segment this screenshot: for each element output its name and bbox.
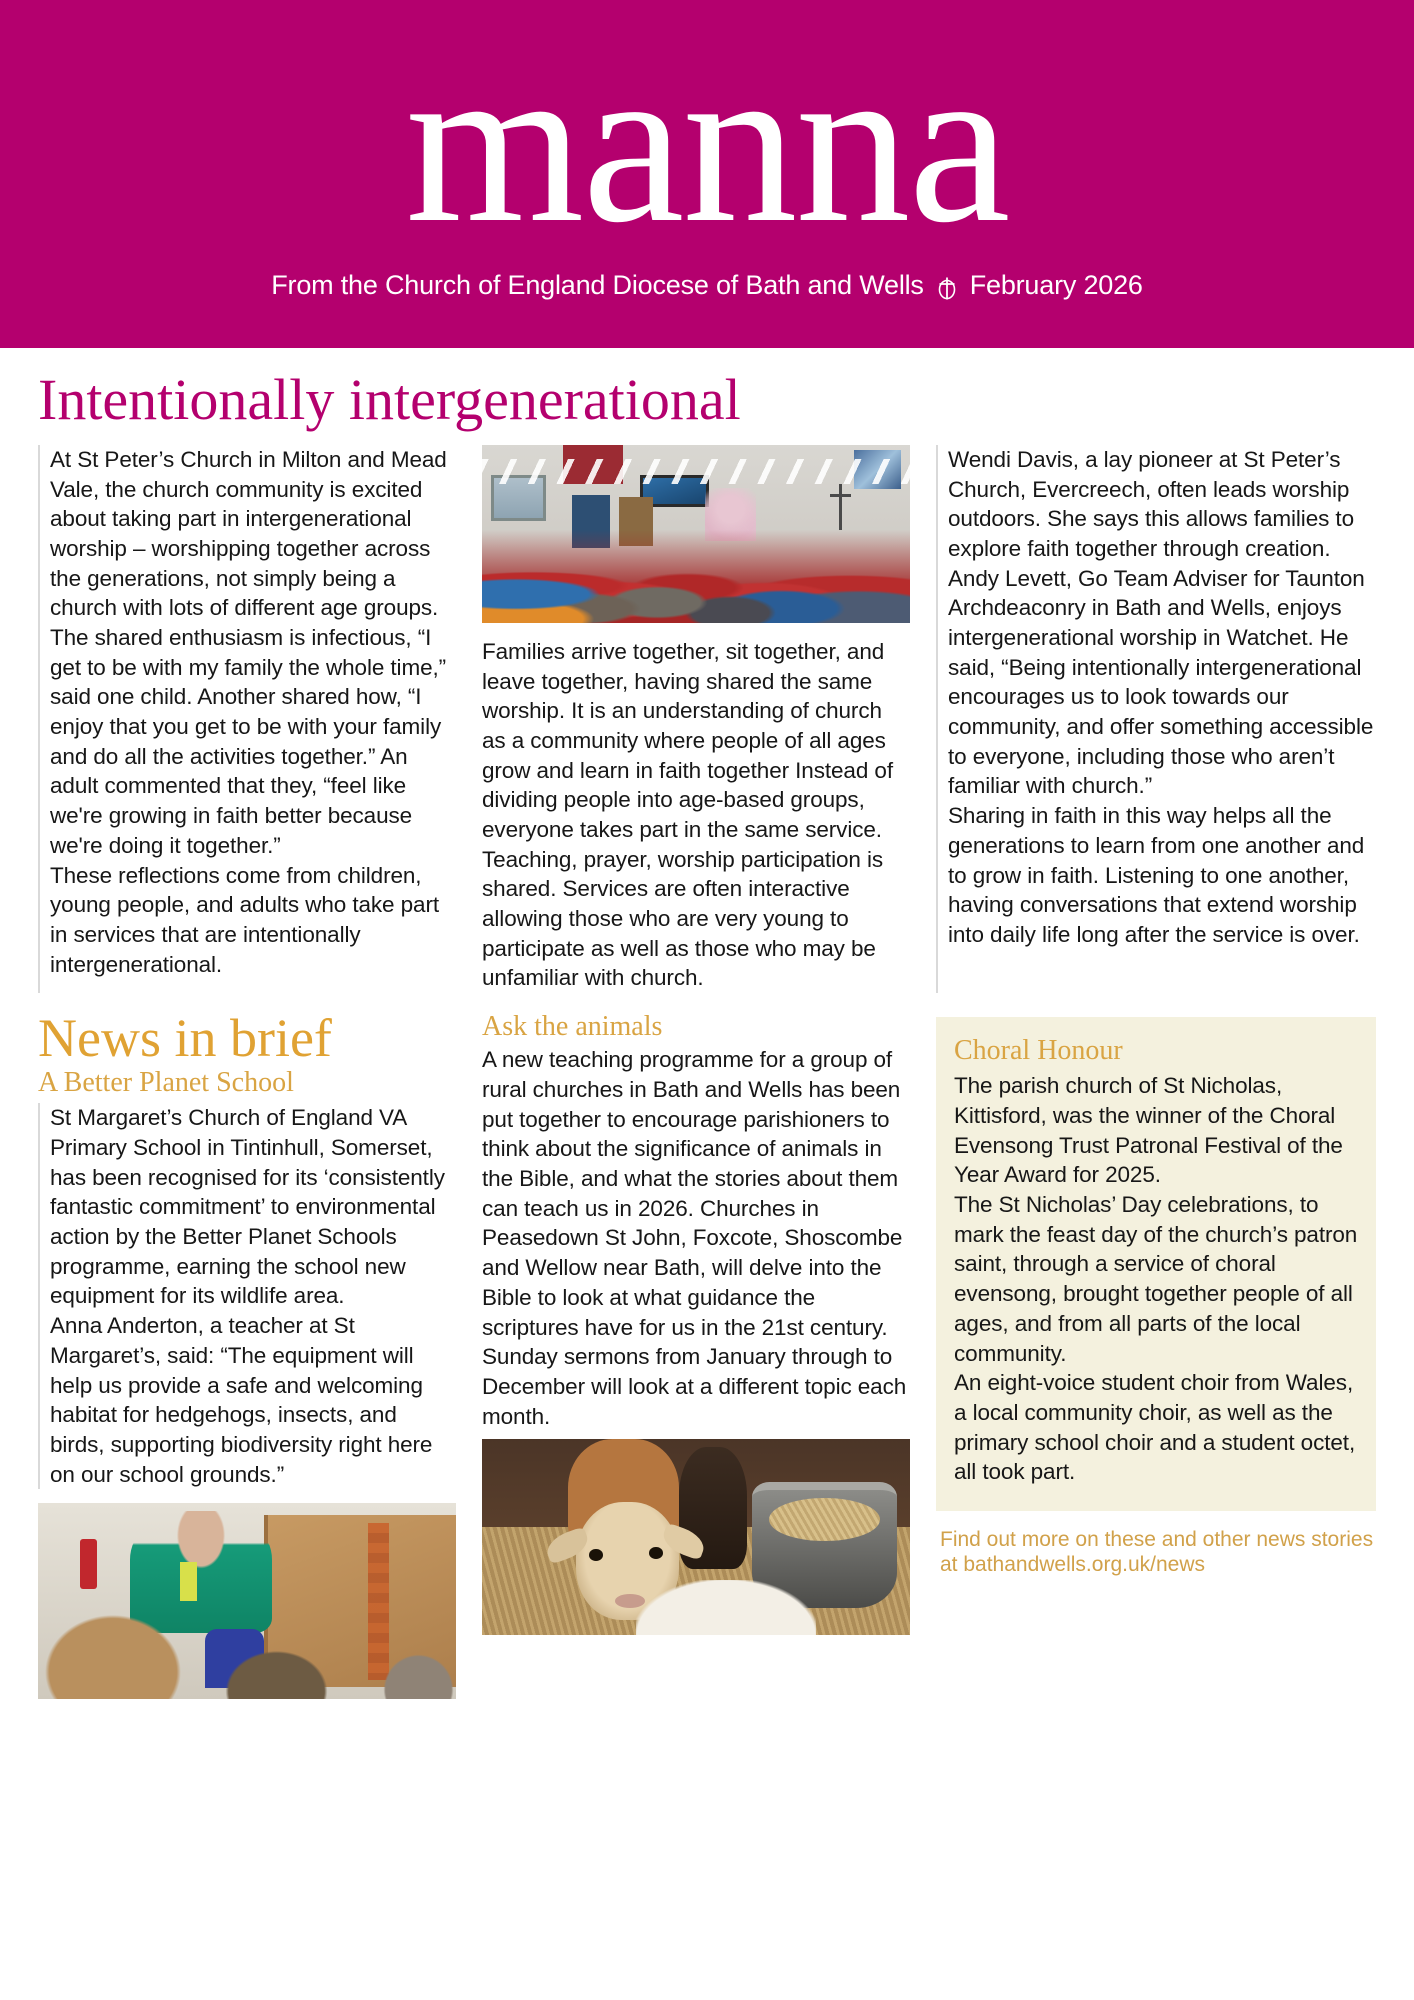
lead-column-3-text: Wendi Davis, a lay pioneer at St Peter’s Church, Evercreech, often leads worship outdoors. She says this allows families to explore faith together through creation. Andy Levett, Go Team Adviser for Taunton Archdeaconry in Bath and Wells, enjoys intergenerational worship in Watchet. He said, “Being intentionally intergenerational encourages us to look towards our community, and offer something accessible to everyone, including those who aren’t familiar with church.” Sharing in faith in this way helps all the generations to learn from one another and to grow in faith. Listening to one another, having conversations that extend worship into daily life long after the service is over. — [948, 446, 1374, 947]
masthead — [0, 0, 1414, 348]
lead-column-3 — [936, 445, 1376, 993]
news-in-brief-heading: News in brief — [38, 1008, 332, 1069]
news-brief-body-3: The parish church of St Nicholas, Kittisford, was the winner of the Choral Evensong Trust Patronal Festival of the Year Award for 2025. The St Nicholas’ Day celebrations, to mark the feast day of the church’s patron saint, through a service of choral evensong, brought together people of all ages, and from all parts of the local community. An eight-voice student choir from Wales, a local community choir, as well as the primary school choir and a student octet, all took part. — [954, 1073, 1358, 1485]
sheep-barn-photo — [482, 1439, 910, 1635]
page-title: Intentionally intergenerational — [38, 367, 741, 432]
lead-column-1 — [38, 445, 456, 993]
masthead-tagline — [0, 270, 1414, 301]
lead-column-2 — [482, 445, 910, 993]
news-in-brief-columns — [38, 1008, 1376, 1699]
publication-title: manna — [405, 15, 1009, 270]
news-brief-title-1: A Better Planet School — [38, 1067, 294, 1099]
news-brief-title-3: Choral Honour — [954, 1035, 1123, 1067]
page-content — [0, 367, 1414, 1699]
news-in-brief-section — [38, 1008, 1376, 1699]
news-brief-title-2: Ask the animals — [482, 1011, 663, 1043]
news-brief-body-wrap-1 — [38, 1103, 456, 1489]
circled-cross-icon — [934, 275, 960, 301]
lead-column-2-text: Families arrive together, sit together, and leave together, having shared the same worship. It is an understanding of church as a community where people of all ages grow and learn in faith together Instead of dividing people into age-based groups, everyone takes part in the same service. Teaching, prayer, worship participation is shared. Services are often interactive allowing those who are very young to participate as well as those who may be unfamiliar with church. — [482, 638, 893, 991]
church-congregation-photo — [482, 445, 910, 623]
lead-story-columns — [38, 445, 1376, 993]
school-children-boxes-photo — [38, 1503, 456, 1699]
lead-column-1-text: At St Peter’s Church in Milton and Mead Vale, the church community is excited about taking part in intergenerational worship – worshipping together across the generations, not simply being a church with lots of different age groups. The shared enthusiasm is infectious, “I get to be with my family the whole time,” said one child. Another shared how, “I enjoy that you get to be with your family and do all the activities together.” An adult commented that they, “feel like we're growing in faith better because we're doing it together.” These reflections come from children, young people, and adults who take part in services that are intentionally intergenerational. — [50, 446, 447, 977]
issue-date: February 2026 — [969, 270, 1143, 300]
news-brief-item-2 — [482, 1011, 910, 1699]
news-brief-item-3 — [936, 1011, 1376, 1699]
footer-note: Find out more on these and other news stories at bathandwells.org.uk/news — [940, 1527, 1374, 1577]
choral-honour-panel — [936, 1017, 1376, 1511]
news-brief-body-1: St Margaret’s Church of England VA Primary School in Tintinhull, Somerset, has been recognised for its ‘consistently fantastic commitment’ to environmental action by the Better Planet Schools programme, earning the school new equipment for its wildlife area. Anna Anderton, a teacher at St Margaret’s, said: “The equipment will help us provide a safe and welcoming habitat for hedgehogs, insects, and birds, supporting biodiversity right here on our school grounds.” — [50, 1105, 445, 1487]
news-brief-body-2: A new teaching programme for a group of rural churches in Bath and Wells has been put together to encourage parishioners to think about the significance of animals in the Bible, and what the stories about them can teach us in 2026. Churches in Peasedown St John, Foxcote, Shoscombe and Wellow near Bath, will delve into the Bible to look at what guidance the scriptures have for us in the 21st century. Sunday sermons from January through to December will look at a different topic each month. — [482, 1047, 907, 1429]
tagline-text: From the Church of England Diocese of Bath and Wells — [271, 270, 924, 300]
news-brief-item-1 — [38, 1008, 456, 1699]
